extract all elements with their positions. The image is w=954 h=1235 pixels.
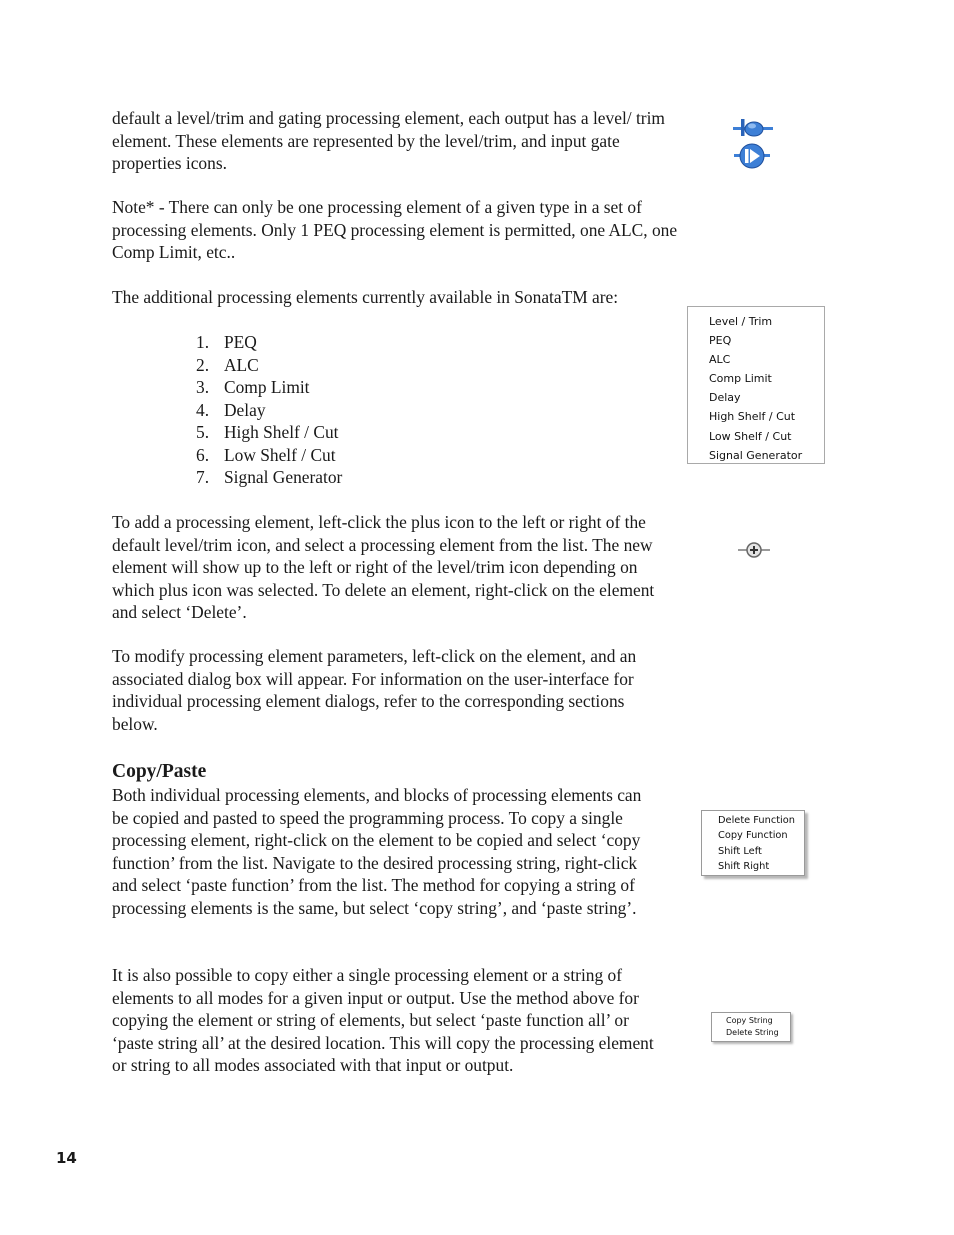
string-context-menu (711, 1012, 791, 1042)
menu-item-peq[interactable]: PEQ (709, 334, 732, 348)
list-item: 7. Signal Generator (196, 467, 343, 487)
menu-item-alc[interactable]: ALC (709, 353, 731, 367)
level-trim-icon[interactable] (733, 116, 773, 140)
menu-item-low-shelf[interactable]: Low Shelf / Cut (709, 429, 792, 443)
page-number: 14 (56, 1149, 77, 1167)
menu-item-signal-generator[interactable]: Signal Generator (709, 448, 803, 462)
note-paragraph: Note* - There can only be one processing element of a given type in a set of processing elements. Only 1 PEQ processing element is permitted, one ALC, one Comp Limit, etc.. (112, 197, 678, 262)
copy-paragraph: Both individual processing elements, and blocks of processing elements can be copied and pasted to speed the programming process. To copy a single processing element, right-click on the element to be copied and select ‘copy function’ from the list. Navigate to the desired processing string, right-click and select ‘paste function’ from the list. The method for copying a string of processing elements is the same, but select ‘copy string’, and ‘paste string’. (112, 785, 642, 918)
menu-item-shift-right[interactable]: Shift Right (718, 861, 770, 873)
add-element-paragraph: To add a processing element, left-click the plus icon to the left or right of the default level/trim icon, and select a processing element from the list. The new element will show up to the left or right of the level/trim icon depending on which plus icon was selected. To delete an element, right-click on the element and select ‘Delete’. (112, 512, 655, 622)
menu-item-delete-string[interactable]: Delete String (726, 1028, 779, 1037)
menu-item-copy-string[interactable]: Copy String (726, 1016, 773, 1025)
processing-elements-list (196, 331, 342, 489)
list-item: 4. Delay (196, 399, 266, 420)
copy-all-paragraph: It is also possible to copy either a single processing element or a string of elements to all modes for a given input or output. Use the method above for copying the element or string of elements, but select ‘paste function all’ or ‘paste string all’ at the desired location. This will copy the processing element or string to all modes associated with that input or output. (112, 965, 654, 1075)
input-gate-icon[interactable] (734, 142, 770, 170)
list-item: 1. PEQ (196, 332, 257, 352)
menu-item-high-shelf[interactable]: High Shelf / Cut (709, 410, 796, 424)
modify-element-paragraph: To modify processing element parameters, left-click on the element, and an associated dialog box will appear. For information on the user-interface for individual processing element dialogs, refer to the corresponding sections below. (112, 646, 637, 734)
list-item: 6. Low Shelf / Cut (196, 444, 336, 465)
function-context-menu (701, 810, 805, 876)
available-elements-paragraph: The additional processing elements currently available in SonataTM are: (112, 287, 619, 307)
menu-item-copy-function[interactable]: Copy Function (718, 830, 788, 842)
menu-item-level-trim[interactable]: Level / Trim (709, 315, 773, 328)
menu-item-delete-function[interactable]: Delete Function (718, 815, 795, 826)
plus-icon[interactable] (738, 540, 770, 560)
intro-paragraph: default a level/trim and gating processing element, each output has a level/ trim element. These elements are represented by the level/trim, and input gate properties icons. (112, 108, 665, 173)
list-item: 2. ALC (196, 354, 259, 375)
menu-item-comp-limit[interactable]: Comp Limit (709, 372, 772, 386)
menu-item-delay[interactable]: Delay (709, 391, 741, 405)
menu-item-shift-left[interactable]: Shift Left (718, 845, 762, 857)
copy-paste-heading: Copy/Paste (112, 761, 207, 782)
processing-element-menu (687, 306, 825, 464)
list-item: 3. Comp Limit (196, 377, 310, 397)
list-item: 5. High Shelf / Cut (196, 422, 339, 442)
